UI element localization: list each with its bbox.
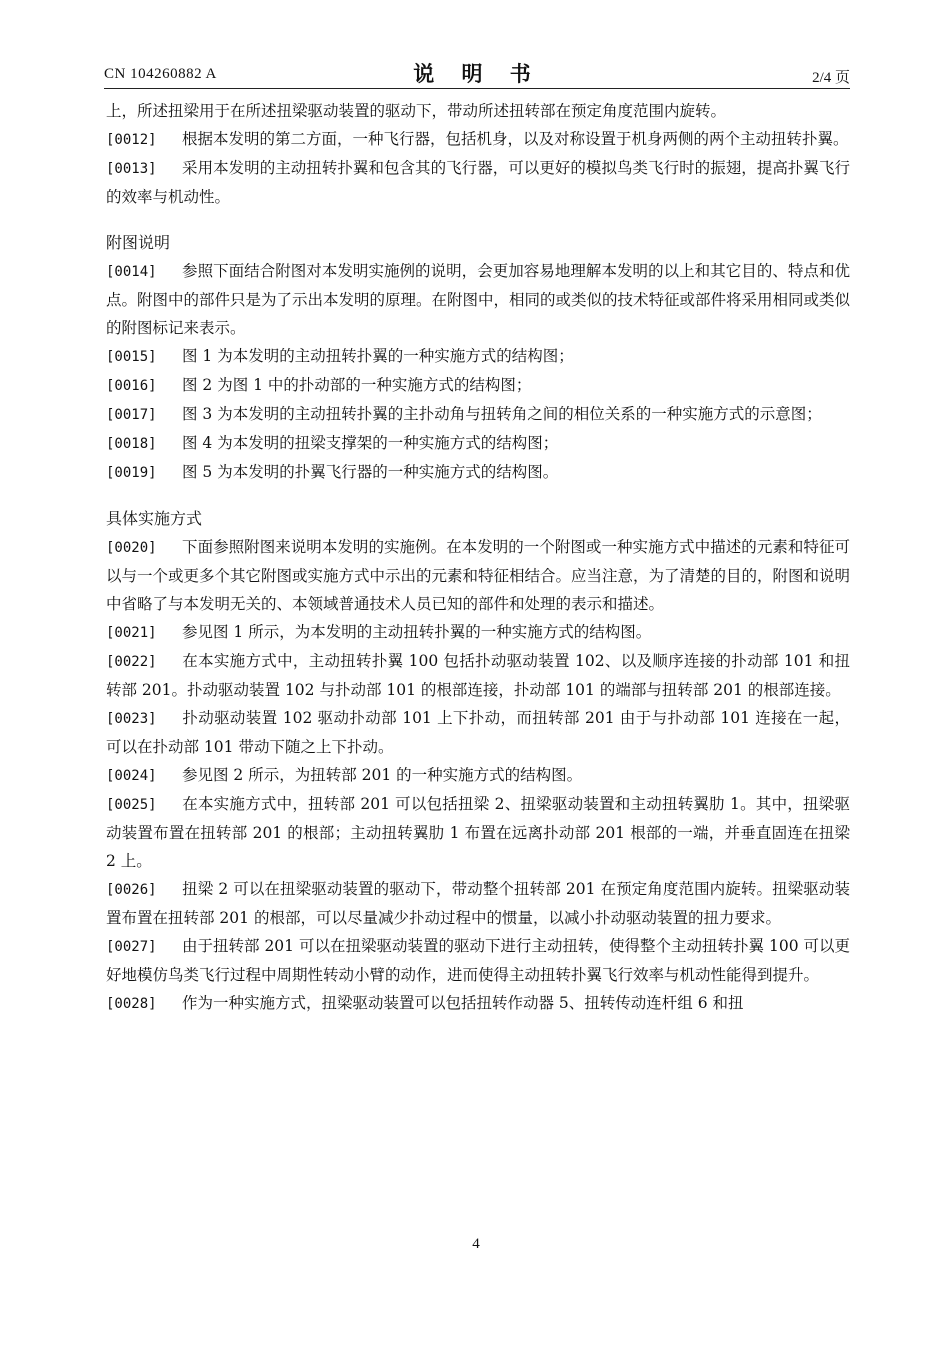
paragraph — [106, 429, 850, 458]
paragraph-text: 作为一种实施方式，扭梁驱动装置可以包括扭转作动器 5、扭转传动连杆组 6 和扭 — [182, 994, 744, 1012]
section-heading: 具体实施方式 — [106, 509, 203, 528]
paragraph — [106, 371, 850, 400]
paragraph-text: 根据本发明的第二方面，一种飞行器，包括机身，以及对称设置于机身两侧的两个主动扭转扑翼。 — [182, 130, 849, 148]
paragraph-number: [0022] — [106, 654, 157, 670]
paragraph-number: [0021] — [106, 625, 157, 641]
page-indicator: 2/4 页 — [812, 70, 850, 86]
paragraph-text: 参见图 1 所示，为本发明的主动扭转扑翼的一种实施方式的结构图。 — [182, 623, 652, 641]
paragraph-number: [0023] — [106, 711, 157, 727]
paragraph-text: 图 4 为本发明的扭梁支撑架的一种实施方式的结构图； — [182, 434, 559, 452]
paragraph — [106, 458, 850, 487]
page-number: 4 — [472, 1236, 480, 1252]
paragraph — [106, 97, 850, 125]
paragraph — [106, 533, 850, 618]
paragraph-text: 在本实施方式中，扭转部 201 可以包括扭梁 2、扭梁驱动装置和主动扭转翼肋 1。其中，扭梁驱动装置布置在扭转部 201 的根部；主动扭转翼肋 1 布置在远离扑动部 201 根部的一端，并垂直固连在扭梁 2 上。 — [106, 795, 850, 870]
paragraph-number: [0013] — [106, 161, 157, 177]
paragraph-text: 采用本发明的主动扭转扑翼和包含其的飞行器，可以更好的模拟鸟类飞行时的振翅，提高扑翼飞行的效率与机动性。 — [106, 159, 850, 206]
paragraph-text: 图 1 为本发明的主动扭转扑翼的一种实施方式的结构图； — [182, 347, 574, 365]
header-rule — [104, 88, 850, 89]
document-title: 说 明 书 — [413, 62, 541, 86]
paragraph — [106, 618, 850, 647]
paragraph-number: [0026] — [106, 882, 157, 898]
paragraph-number: [0012] — [106, 132, 157, 148]
page-header — [104, 58, 850, 88]
section-heading: 附图说明 — [106, 233, 171, 252]
paragraph-text: 在本实施方式中，主动扭转扑翼 100 包括扑动驱动装置 102、以及顺序连接的扑动部 101 和扭转部 201。扑动驱动装置 102 与扑动部 101 的根部连接，扑动部 101 的端部与扭转部 201 的根部连接。 — [106, 652, 850, 699]
paragraph-text: 参照下面结合附图对本发明实施例的说明，会更加容易地理解本发明的以上和其它目的、特点和优点。附图中的部件只是为了示出本发明的原理。在附图中，相同的或类似的技术特征或部件将采用相同或类似的附图标记来表示。 — [106, 262, 851, 337]
paragraph-text: 由于扭转部 201 可以在扭梁驱动装置的驱动下进行主动扭转，使得整个主动扭转扑翼 100 可以更好地模仿鸟类飞行过程中周期性转动小臂的动作，进而使得主动扭转扑翼飞行效率与机动性能得到提升。 — [106, 937, 850, 984]
paragraph-number: [0025] — [106, 797, 157, 813]
paragraph — [106, 989, 850, 1018]
paragraph — [106, 400, 850, 429]
paragraph-text: 图 5 为本发明的扑翼飞行器的一种实施方式的结构图。 — [182, 463, 559, 481]
paragraph-number: [0028] — [106, 996, 157, 1012]
paragraph — [106, 704, 850, 761]
paragraph-text: 图 3 为本发明的主动扭转扑翼的主扑动角与扭转角之间的相位关系的一种实施方式的示意图； — [182, 405, 822, 423]
paragraph-number: [0017] — [106, 407, 157, 423]
paragraph-text: 上，所述扭梁用于在所述扭梁驱动装置的驱动下，带动所述扭转部在预定角度范围内旋转。 — [106, 102, 727, 120]
paragraph-number: [0024] — [106, 768, 157, 784]
paragraph-text: 参见图 2 所示，为扭转部 201 的一种实施方式的结构图。 — [182, 766, 583, 784]
document-id: CN 104260882 A — [104, 66, 217, 82]
paragraph — [106, 154, 850, 211]
paragraph-number: [0019] — [106, 465, 157, 481]
paragraph — [106, 125, 850, 154]
paragraph — [106, 932, 850, 989]
paragraph-number: [0014] — [106, 264, 157, 280]
paragraph-number: [0018] — [106, 436, 157, 452]
paragraph-text: 下面参照附图来说明本发明的实施例。在本发明的一个附图或一种实施方式中描述的元素和特征可以与一个或更多个其它附图或实施方式中示出的元素和特征相结合。应当注意，为了清楚的目的，附图和说明中省略了与本发明无关的、本领域普通技术人员已知的部件和处理的表示和描述。 — [106, 538, 851, 613]
paragraph — [106, 875, 850, 932]
paragraph-text: 扑动驱动装置 102 驱动扑动部 101 上下扑动，而扭转部 201 由于与扑动部 101 连接在一起，可以在扑动部 101 带动下随之上下扑动。 — [106, 709, 850, 756]
paragraph-text: 扭梁 2 可以在扭梁驱动装置的驱动下，带动整个扭转部 201 在预定角度范围内旋转。扭梁驱动装置布置在扭转部 201 的根部，可以尽量减少扑动过程中的惯量，以减小扑动驱动装置的扭力要求。 — [106, 880, 850, 927]
paragraph — [106, 257, 850, 342]
paragraph — [106, 342, 850, 371]
paragraph-number: [0016] — [106, 378, 157, 394]
paragraph-text: 图 2 为图 1 中的扑动部的一种实施方式的结构图； — [182, 376, 532, 394]
paragraph-number: [0020] — [106, 540, 157, 556]
paragraph-number: [0027] — [106, 939, 157, 955]
paragraph — [106, 790, 850, 875]
document-body — [106, 97, 850, 1018]
paragraph — [106, 761, 850, 790]
paragraph-number: [0015] — [106, 349, 157, 365]
paragraph — [106, 647, 850, 704]
